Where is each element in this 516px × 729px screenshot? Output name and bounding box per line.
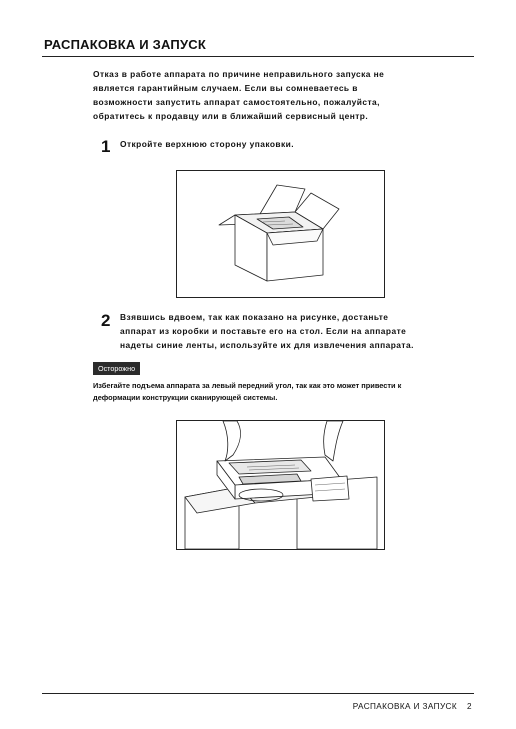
- page-footer: [353, 702, 472, 711]
- header-divider: [42, 56, 474, 57]
- figure-open-box: [176, 170, 385, 298]
- open-box-illustration: [177, 171, 384, 297]
- step-2-text: Взявшись вдвоем, так как показано на рисунке, достаньте аппарат из коробки и поставьте его на стол. Если на аппарате надеты синие ленты, используйте их для извлечения аппарата.: [120, 312, 414, 350]
- step-2-number: 2: [101, 311, 111, 330]
- caution-badge: Осторожно: [93, 362, 140, 375]
- page-number: 2: [467, 702, 472, 711]
- step-1-number: 1: [101, 137, 111, 156]
- figure-lift-device: [176, 420, 385, 550]
- caution-text: Избегайте подъема аппарата за левый передний угол, так как это может привести к деформации конструкции сканирующей системы.: [93, 381, 402, 402]
- lift-device-illustration: [177, 421, 384, 549]
- intro-paragraph: Отказ в работе аппарата по причине неправильного запуска не является гарантийным случаем. Если вы сомневаетесь в возможности запустить аппарат самостоятельно, пожалуйста, обратитесь к продавцу или в ближайший сервисный центр.: [93, 69, 385, 121]
- footer-divider: [42, 693, 474, 694]
- step-1-text: Откройте верхнюю сторону упаковки.: [120, 139, 295, 149]
- page-title: РАСПАКОВКА И ЗАПУСК: [44, 37, 206, 52]
- footer-section-title: РАСПАКОВКА И ЗАПУСК: [352, 702, 458, 711]
